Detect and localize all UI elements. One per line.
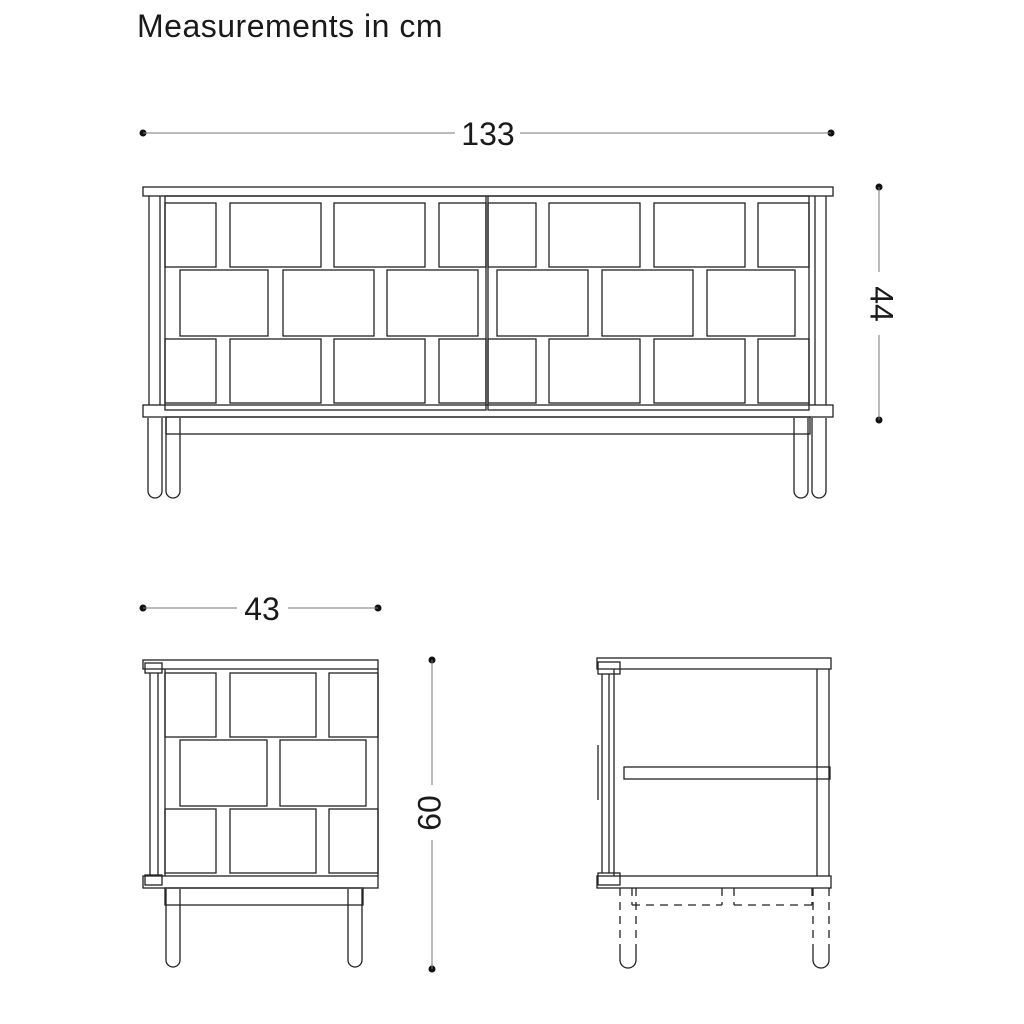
leg	[148, 418, 162, 498]
section-view	[597, 658, 831, 968]
leg	[794, 418, 808, 498]
side-view	[143, 660, 378, 967]
width-label: 133	[461, 116, 515, 152]
leg	[620, 945, 636, 968]
total-height-dimension	[411, 657, 447, 973]
width-dimension	[140, 116, 835, 152]
height-label: 44	[863, 286, 900, 322]
height-dimension	[864, 184, 900, 424]
leg	[813, 945, 829, 968]
leg	[166, 418, 180, 498]
front-view	[143, 187, 833, 498]
page-title: Measurements in cm	[137, 8, 443, 44]
leg	[166, 889, 180, 967]
leg	[812, 418, 826, 498]
leg	[348, 889, 362, 967]
depth-dimension	[140, 591, 382, 627]
total-height-label: 60	[411, 795, 448, 831]
depth-label: 43	[244, 591, 280, 627]
